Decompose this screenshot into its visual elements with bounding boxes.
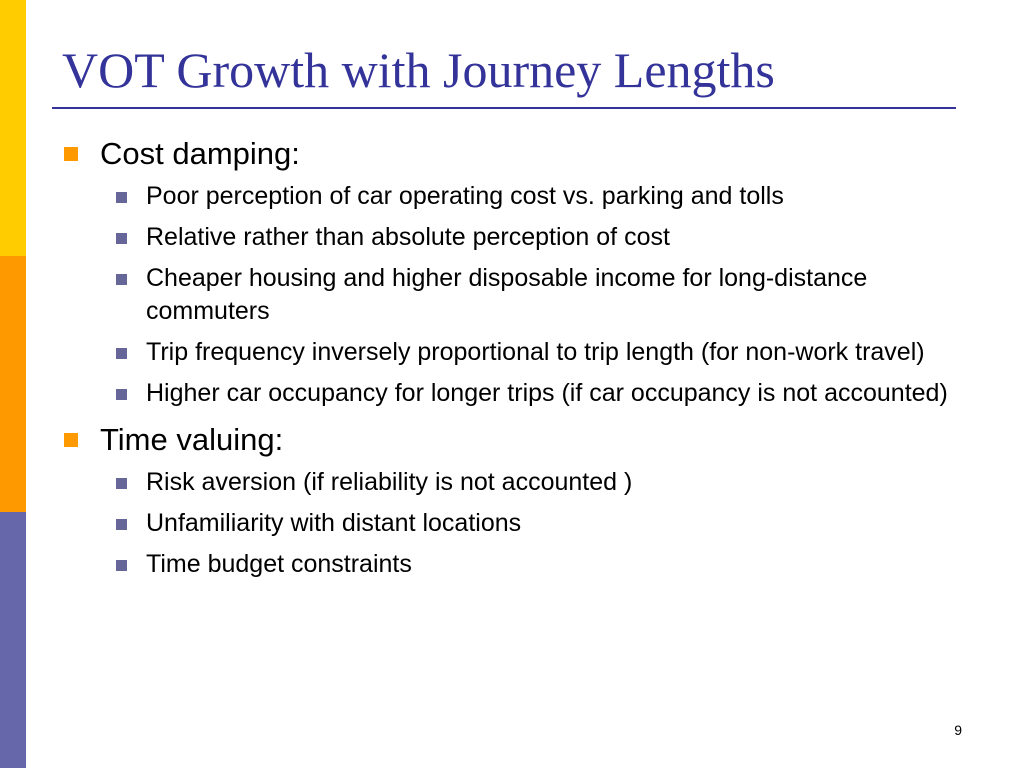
list-item-text: Time budget constraints xyxy=(146,550,412,578)
list-item xyxy=(146,507,960,540)
square-bullet-icon xyxy=(116,348,127,359)
slide-content xyxy=(60,134,960,581)
side-bar-orange xyxy=(0,256,26,512)
list-item-text: Risk aversion (if reliability is not accounted ) xyxy=(146,468,633,496)
section-heading-cost-damping xyxy=(60,134,960,174)
list-item xyxy=(146,377,960,410)
square-bullet-icon xyxy=(116,560,127,571)
section-heading-time-valuing xyxy=(60,420,960,460)
square-bullet-icon xyxy=(116,478,127,489)
slide-title: VOT Growth with Journey Lengths xyxy=(62,42,775,98)
list-item xyxy=(146,548,960,581)
list-item xyxy=(146,221,960,254)
square-bullet-icon xyxy=(116,192,127,203)
list-item xyxy=(146,336,960,369)
list-item-text: Relative rather than absolute perception of cost xyxy=(146,223,670,251)
section-heading-label: Time valuing: xyxy=(100,422,284,457)
side-bar-purple xyxy=(0,512,26,768)
list-item xyxy=(146,180,960,213)
square-bullet-icon xyxy=(116,519,127,530)
list-item-text: Unfamiliarity with distant locations xyxy=(146,509,522,537)
list-item-text: Poor perception of car operating cost vs. parking and tolls xyxy=(146,182,784,210)
list-item-text: Higher car occupancy for longer trips (if car occupancy is not accounted) xyxy=(146,379,948,407)
cost-damping-list xyxy=(60,180,960,410)
slide-number: 9 xyxy=(954,722,962,738)
square-bullet-icon xyxy=(64,147,78,161)
square-bullet-icon xyxy=(116,274,127,285)
section-heading-label: Cost damping: xyxy=(100,136,300,171)
square-bullet-icon xyxy=(64,433,78,447)
side-bar-yellow xyxy=(0,0,26,256)
list-item-text: Cheaper housing and higher disposable income for long-distance commuters xyxy=(146,264,868,325)
square-bullet-icon xyxy=(116,389,127,400)
spacer xyxy=(60,410,960,420)
list-item-text: Trip frequency inversely proportional to trip length (for non-work travel) xyxy=(146,338,925,366)
list-item xyxy=(146,262,960,328)
list-item xyxy=(146,466,960,499)
title-divider xyxy=(52,107,956,109)
square-bullet-icon xyxy=(116,233,127,244)
time-valuing-list xyxy=(60,466,960,581)
